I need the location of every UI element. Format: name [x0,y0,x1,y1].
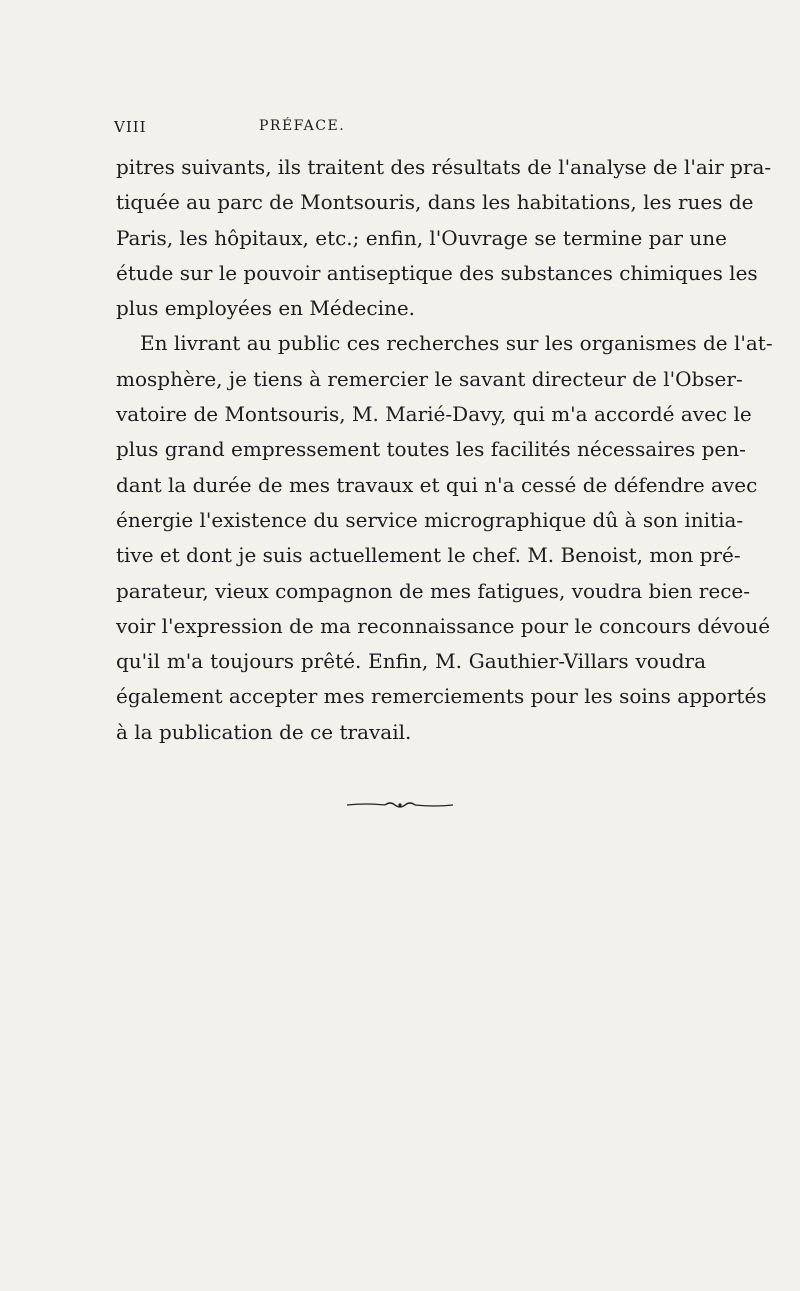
text-line: mosphère, je tiens à remercier le savant directeur de l'Obser- [116,366,743,391]
preface-body [116,150,773,750]
text-line: vatoire de Montsouris, M. Marié-Davy, qui m'a accordé avec le [116,402,752,427]
text-line: à la publication de ce travail. [116,719,412,744]
text-line: étude sur le pouvoir antiseptique des substances chimiques les [116,260,758,285]
text-line: tive et dont je suis actuellement le chef. M. Benoist, mon pré- [116,543,741,568]
running-title: PRÉFACE. [259,118,346,134]
page-number: VIII [114,118,147,136]
text-line: énergie l'existence du service micrographique dû à son initia- [116,507,744,532]
text-line: Paris, les hôpitaux, etc.; enfin, l'Ouvrage se termine par une [116,225,727,250]
text-line: parateur, vieux compagnon de mes fatigues, voudra bien rece- [116,578,750,603]
running-head [114,118,714,142]
text-line: également accepter mes remerciements pour les soins apportés [116,684,767,709]
text-line: pitres suivants, ils traitent des résultats de l'analyse de l'air pra- [116,155,772,179]
text-line: plus grand empressement toutes les facilités nécessaires pen- [116,437,746,462]
text-line: plus employées en Médecine. [116,296,416,321]
end-ornament-icon [345,800,455,810]
text-line: voir l'expression de ma reconnaissance pour le concours dévoué [116,613,771,638]
text-line: tiquée au parc de Montsouris, dans les habitations, les rues de [116,190,754,215]
paragraph-start-line: En livrant au public ces recherches sur les organismes de l'at- [140,331,773,356]
text-line: dant la durée de mes travaux et qui n'a cessé de défendre avec [116,472,758,497]
text-line: qu'il m'a toujours prêté. Enfin, M. Gauthier-Villars voudra [116,649,706,674]
